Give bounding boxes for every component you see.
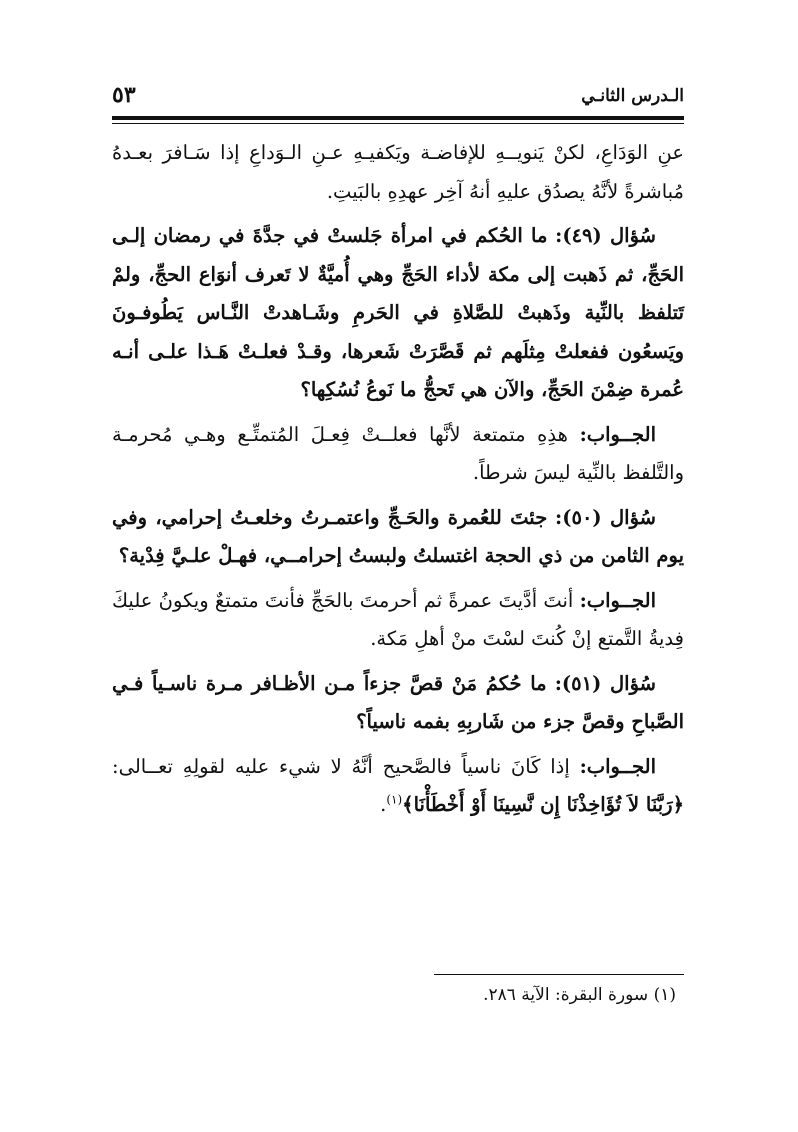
header-rule-thin (112, 123, 684, 124)
quran-verse: ﴿رَبَّنَا لاَ تُؤَاخِذْنَا إِن نَّسِينَا أَوْ أَخْطَأْنَا﴾ (402, 793, 684, 816)
sentence-end: . (380, 793, 387, 816)
footnote-separator (434, 974, 684, 975)
page-number: ٥٣ (112, 82, 136, 108)
footnote: (١) سورة البقرة: الآية ٢٨٦. (483, 985, 676, 1005)
answer-49 (112, 416, 684, 493)
answer-text: هذِهِ متمتعة لأنَّها فعلــتْ فِعـلَ المُتمتِّـع وهـي مُحرمـة والتَّلفظ بالنِّية ليسَ شرطاً. (112, 422, 684, 484)
page-body (112, 134, 684, 825)
question-label: سُؤال (٥٠): (555, 505, 657, 529)
page-header (112, 82, 684, 112)
book-page (112, 82, 684, 1092)
continuation-paragraph (112, 134, 684, 211)
question-51 (112, 665, 684, 742)
answer-50 (112, 582, 684, 659)
lesson-title: الـدرس الثانـي (581, 86, 684, 106)
footnote-reference: (١) (386, 792, 403, 807)
header-rule-thick (112, 116, 684, 120)
answer-text: أنتَ أدَّيتَ عمرةً ثم أحرمتَ بالحَجِّ فأنتَ متمتعٌ ويكونُ عليكَ فِديةُ التَّمتع إنْ كُنتَ لسْتَ منْ أهلِ مَكة. (112, 588, 684, 650)
answer-label: الجــواب: (579, 422, 656, 446)
paragraph-text: عنِ الوَدَاعِ، لكنْ يَنويــهِ للإفاضـة ويَكفيـهِ عـنِ الـوَداعِ إذا سَـافرَ بعـدهُ مُباشرةً لأنَّهُ يصدُق عليهِ أنهُ آخِر عهدِهِ بالبَيتِ. (112, 141, 684, 203)
question-text: جئتَ للعُمرة والحَـجِّ واعتمـرتُ وخلعـتُ إحرامي، وفي يوم الثامن من ذي الحجة اغتسلتُ ولبستُ إحرامــي، فهـلْ علـيَّ فِدْية؟ (112, 505, 684, 567)
question-text: ما الحُكم في امرأة جَلستْ في جدَّةَ في رمضان إلـى الحَجِّ، ثم ذَهبت إلى مكة لأداء الحَجِّ وهي أُميَّةٌ لا تَعرف أنوَاع الحجِّ، ولمْ تَتلفظ بالنِّية وذَهبتْ للصَّلاةِ في الحَرمِ وشَـاهدتْ النَّـاس يَطُوفـونَ ويَسعُون ففعلتْ مِثلَهم ثم قَصَّرَتْ شَعرها، وقـدْ فعلـتْ هَـذا علـى أنـه عُمرة ضِمْنَ الحَجِّ، والآن هي تَحجُّ ما نَوعُ نُسُكِها؟ (112, 224, 684, 401)
answer-text: إذا كَانَ ناسياً فالصَّحيح أنَّهُ لا شيء عليه لقولِهِ تعــالى: (112, 754, 570, 778)
answer-label: الجــواب: (579, 588, 656, 612)
answer-51 (112, 748, 684, 825)
question-text: ما حُكمُ مَنْ قصَّ جزءاً مـن الأظـافر مـرة ناسـياً فـي الصَّباحِ وقصَّ جزء من شَاربِهِ بفمه ناسياً؟ (112, 671, 684, 733)
question-label: سُؤال (٤٩): (555, 224, 657, 247)
question-label: سُؤال (٥١): (554, 671, 657, 695)
answer-label: الجــواب: (579, 754, 656, 778)
question-50 (112, 499, 684, 576)
question-49 (112, 217, 684, 410)
